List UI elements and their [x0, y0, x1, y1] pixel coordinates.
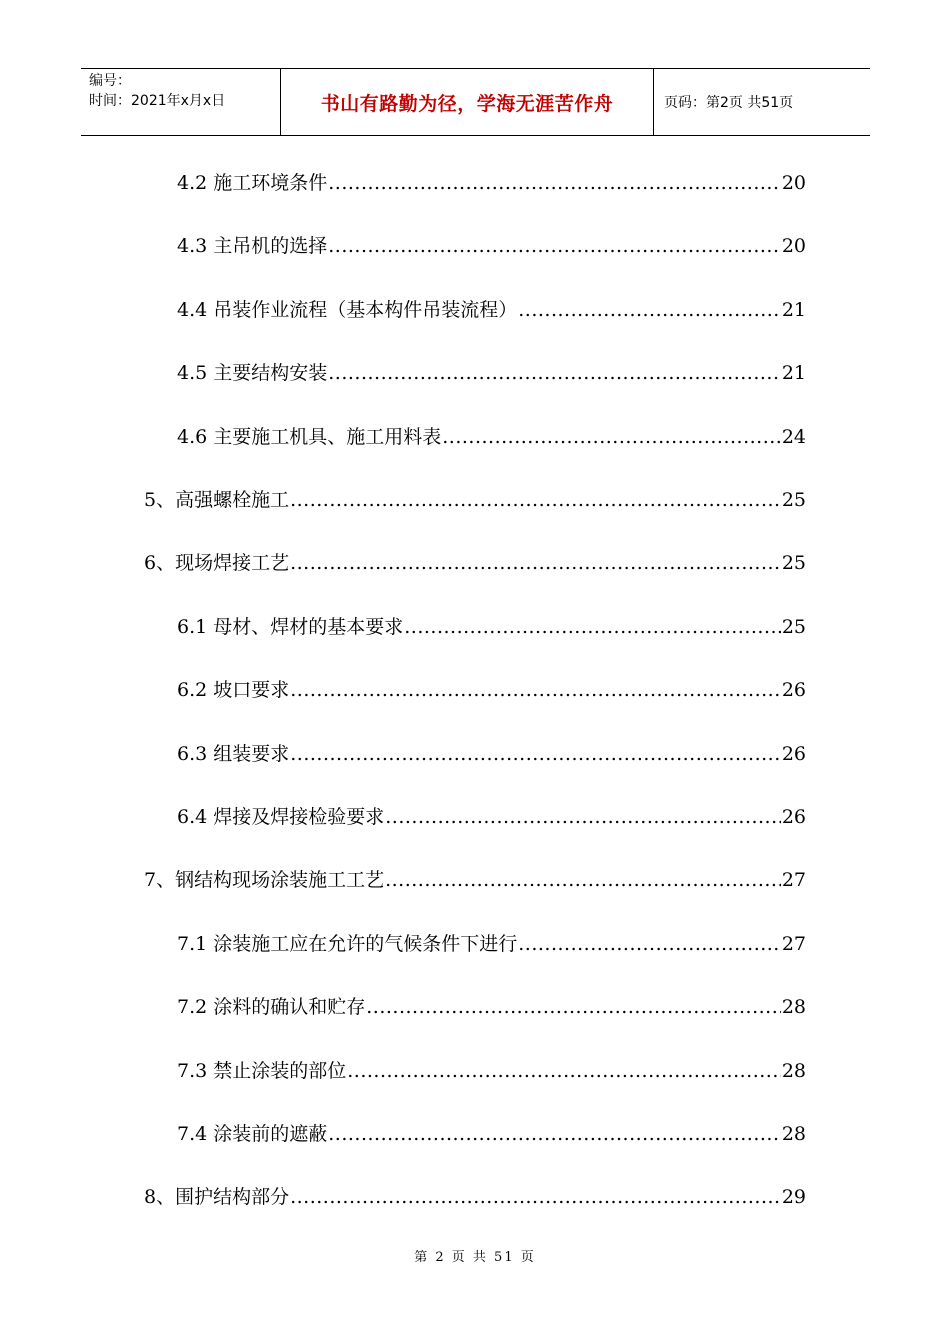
toc-dot-leader	[290, 739, 781, 769]
toc-entry-title: 7、钢结构现场涂装施工工艺	[144, 869, 385, 891]
toc-entry[interactable]	[177, 231, 806, 261]
toc-entry-page: 21	[781, 362, 806, 384]
toc-entry[interactable]	[144, 1182, 806, 1212]
toc-entry[interactable]	[177, 802, 806, 832]
toc-dot-leader	[518, 295, 781, 325]
header-meta	[81, 69, 281, 135]
toc-dot-leader	[442, 422, 781, 452]
toc-entry-title: 4.2 施工环境条件	[177, 172, 328, 194]
toc-dot-leader	[290, 485, 781, 515]
toc-dot-leader	[518, 929, 781, 959]
toc-entry-title: 4.5 主要结构安装	[177, 362, 328, 384]
toc-entry[interactable]	[177, 1119, 806, 1149]
toc-entry-title: 5、高强螺栓施工	[144, 489, 290, 511]
toc-dot-leader	[290, 1182, 781, 1212]
toc-dot-leader	[290, 675, 781, 705]
toc-entry[interactable]	[177, 929, 806, 959]
toc-entry-title: 6.1 母材、焊材的基本要求	[177, 616, 404, 638]
toc-dot-leader	[385, 865, 781, 895]
toc-entry-title: 6、现场焊接工艺	[144, 552, 290, 574]
toc-dot-leader	[347, 1056, 781, 1086]
toc-dot-leader	[290, 548, 781, 578]
toc-entry[interactable]	[144, 548, 806, 578]
toc-entry-page: 24	[781, 426, 806, 448]
header-motto: 书山有路勤为径，学海无涯苦作舟	[320, 92, 614, 115]
toc-dot-leader	[366, 992, 781, 1022]
page-footer: 第 2 页 共 51 页	[414, 1250, 536, 1265]
toc-entry-page: 25	[781, 489, 806, 511]
toc-entry-title: 7.3 禁止涂装的部位	[177, 1060, 347, 1082]
toc-entry-page: 21	[781, 299, 806, 321]
document-number-label: 编号：	[89, 73, 131, 89]
toc-entry-title: 6.2 坡口要求	[177, 679, 290, 701]
toc-entry-title: 7.4 涂装前的遮蔽	[177, 1123, 328, 1145]
toc-entry-page: 27	[781, 933, 806, 955]
toc-entry-page: 27	[781, 869, 806, 891]
toc-entry-title: 6.3 组装要求	[177, 743, 290, 765]
toc-entry-page: 26	[781, 806, 806, 828]
toc-entry-page: 26	[781, 743, 806, 765]
toc-entry-title: 7.1 涂装施工应在允许的气候条件下进行	[177, 933, 518, 955]
document-time-label: 时间：2021年x月x日	[89, 93, 226, 109]
toc-dot-leader	[328, 168, 781, 198]
toc-entry[interactable]	[177, 1056, 806, 1086]
toc-entry-page: 25	[781, 616, 806, 638]
toc-entry-title: 8、围护结构部分	[144, 1186, 290, 1208]
toc-entry[interactable]	[177, 992, 806, 1022]
toc-entry-page: 20	[781, 235, 806, 257]
toc-entry-page: 26	[781, 679, 806, 701]
toc-entry[interactable]	[177, 739, 806, 769]
toc-entry-page: 20	[781, 172, 806, 194]
toc-entry-page: 28	[781, 1123, 806, 1145]
toc-dot-leader	[385, 802, 781, 832]
toc-entry-page: 29	[781, 1186, 806, 1208]
toc-entry-title: 4.4 吊装作业流程（基本构件吊装流程）	[177, 299, 518, 321]
toc-entry-page: 25	[781, 552, 806, 574]
toc-entry-page: 28	[781, 1060, 806, 1082]
toc-entry[interactable]	[177, 358, 806, 388]
toc-dot-leader	[404, 612, 781, 642]
toc-dot-leader	[328, 1119, 781, 1149]
toc-entry[interactable]	[177, 422, 806, 452]
toc-entry[interactable]	[144, 865, 806, 895]
toc-dot-leader	[328, 231, 781, 261]
toc-entry-title: 7.2 涂料的确认和贮存	[177, 996, 366, 1018]
toc-entry[interactable]	[144, 485, 806, 515]
toc-entry[interactable]	[177, 612, 806, 642]
toc-entry-title: 4.6 主要施工机具、施工用料表	[177, 426, 442, 448]
toc-entry-title: 4.3 主吊机的选择	[177, 235, 328, 257]
toc-entry[interactable]	[177, 675, 806, 705]
toc-dot-leader	[328, 358, 781, 388]
toc-entry-title: 6.4 焊接及焊接检验要求	[177, 806, 385, 828]
header-page-info: 页码：第2页 共51页	[664, 95, 794, 111]
toc-entry[interactable]	[177, 168, 806, 198]
toc-entry-page: 28	[781, 996, 806, 1018]
toc-entry[interactable]	[177, 295, 806, 325]
page-header	[81, 68, 870, 136]
header-motto-cell	[281, 69, 654, 135]
